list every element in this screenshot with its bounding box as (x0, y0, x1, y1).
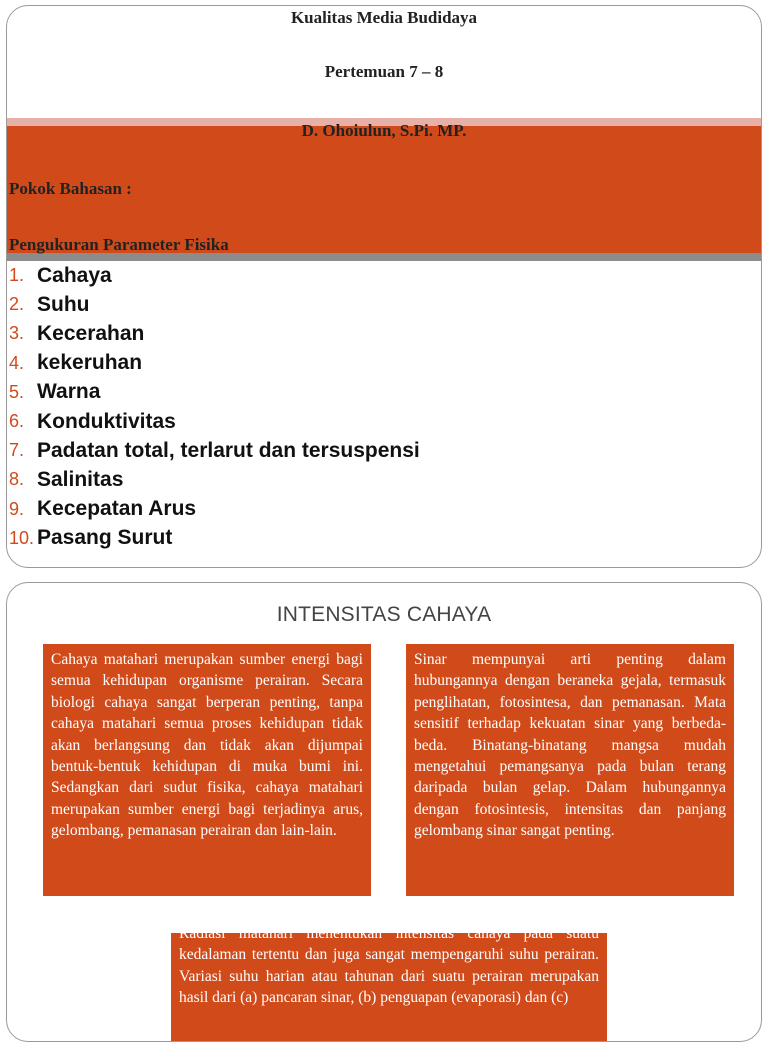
meeting-label: Pertemuan 7 – 8 (324, 62, 444, 81)
list-item (9, 407, 420, 436)
list-label: Salinitas (37, 467, 124, 491)
text-box-bottom-text: Radiasi matahari menentukan intensitas cahaya pada suatu kedalaman tertentu dan juga sangat mempengaruhi suhu perairan. Variasi suhu harian atau tahunan dari suatu perairan merupakan hasil dari (a) pancaran sinar, (b) penguapan (evaporasi) dan (c) (179, 925, 599, 1007)
slide-1 (6, 5, 762, 568)
list-item (9, 495, 420, 524)
course-title: Kualitas Media Budidaya (290, 8, 478, 27)
list-label: kekeruhan (37, 351, 143, 375)
list-number: 3. (9, 323, 25, 344)
list-label: Suhu (37, 292, 90, 316)
list-number: 4. (9, 352, 25, 373)
list-label: Padatan total, terlarut dan tersuspensi (37, 438, 420, 462)
text-box-bottom (171, 925, 607, 1042)
list-number: 2. (9, 294, 25, 315)
topic-title: Pengukuran Parameter Fisika (9, 235, 229, 254)
list-item (9, 261, 420, 290)
parameter-list (9, 261, 420, 553)
list-number: 8. (9, 469, 25, 490)
list-number: 6. (9, 411, 25, 432)
list-item (9, 349, 420, 378)
list-label: Cahaya (37, 263, 112, 287)
list-item (9, 436, 420, 465)
list-item (9, 378, 420, 407)
list-item (9, 319, 420, 348)
slide-2 (6, 582, 762, 1042)
list-number: 10. (9, 527, 35, 548)
list-label: Konduktivitas (37, 409, 176, 433)
list-label: Kecerahan (37, 321, 145, 345)
list-number: 7. (9, 440, 25, 461)
list-label: Kecepatan Arus (37, 497, 197, 521)
text-box-left: Cahaya matahari merupakan sumber energi bagi semua kehidupan organisme perairan. Secara biologi cahaya sangat berperan penting, tanpa cahaya matahari semua proses kehidupan tidak akan berlangsung dan tidak akan dijumpai bentuk-bentuk kehidupan di muka bumi ini. Sedangkan dari sudut fisika, cahaya matahari merupakan sumber energi bagi terjadinya arus, gelombang, pemanasan perairan dan lain-lain. (43, 644, 371, 896)
list-number: 1. (9, 265, 25, 286)
topic-label: Pokok Bahasan : (9, 179, 132, 198)
author-name: D. Ohoiulun, S.Pi. MP. (301, 121, 467, 140)
list-item (9, 290, 420, 319)
list-number: 5. (9, 381, 25, 402)
list-label: Warna (37, 380, 101, 404)
list-item (9, 465, 420, 494)
list-number: 9. (9, 498, 25, 519)
slide-title: INTENSITAS CAHAYA (276, 603, 492, 626)
list-item (9, 524, 420, 553)
list-label: Pasang Surut (37, 526, 173, 550)
text-box-right: Sinar mempunyai arti penting dalam hubungannya dengan beraneka gejala, termasuk penglihatan, fotosintesa, dan pemanasan. Mata sensitif terhadap kekuatan sinar yang berbeda-beda. Binatang-binatang mangsa mudah mengetahui pemangsanya pada bulan terang daripada bulan gelap. Dalam hubungannya dengan fotosintesis, intensitas dan panjang gelombang sinar sangat penting. (406, 644, 734, 896)
